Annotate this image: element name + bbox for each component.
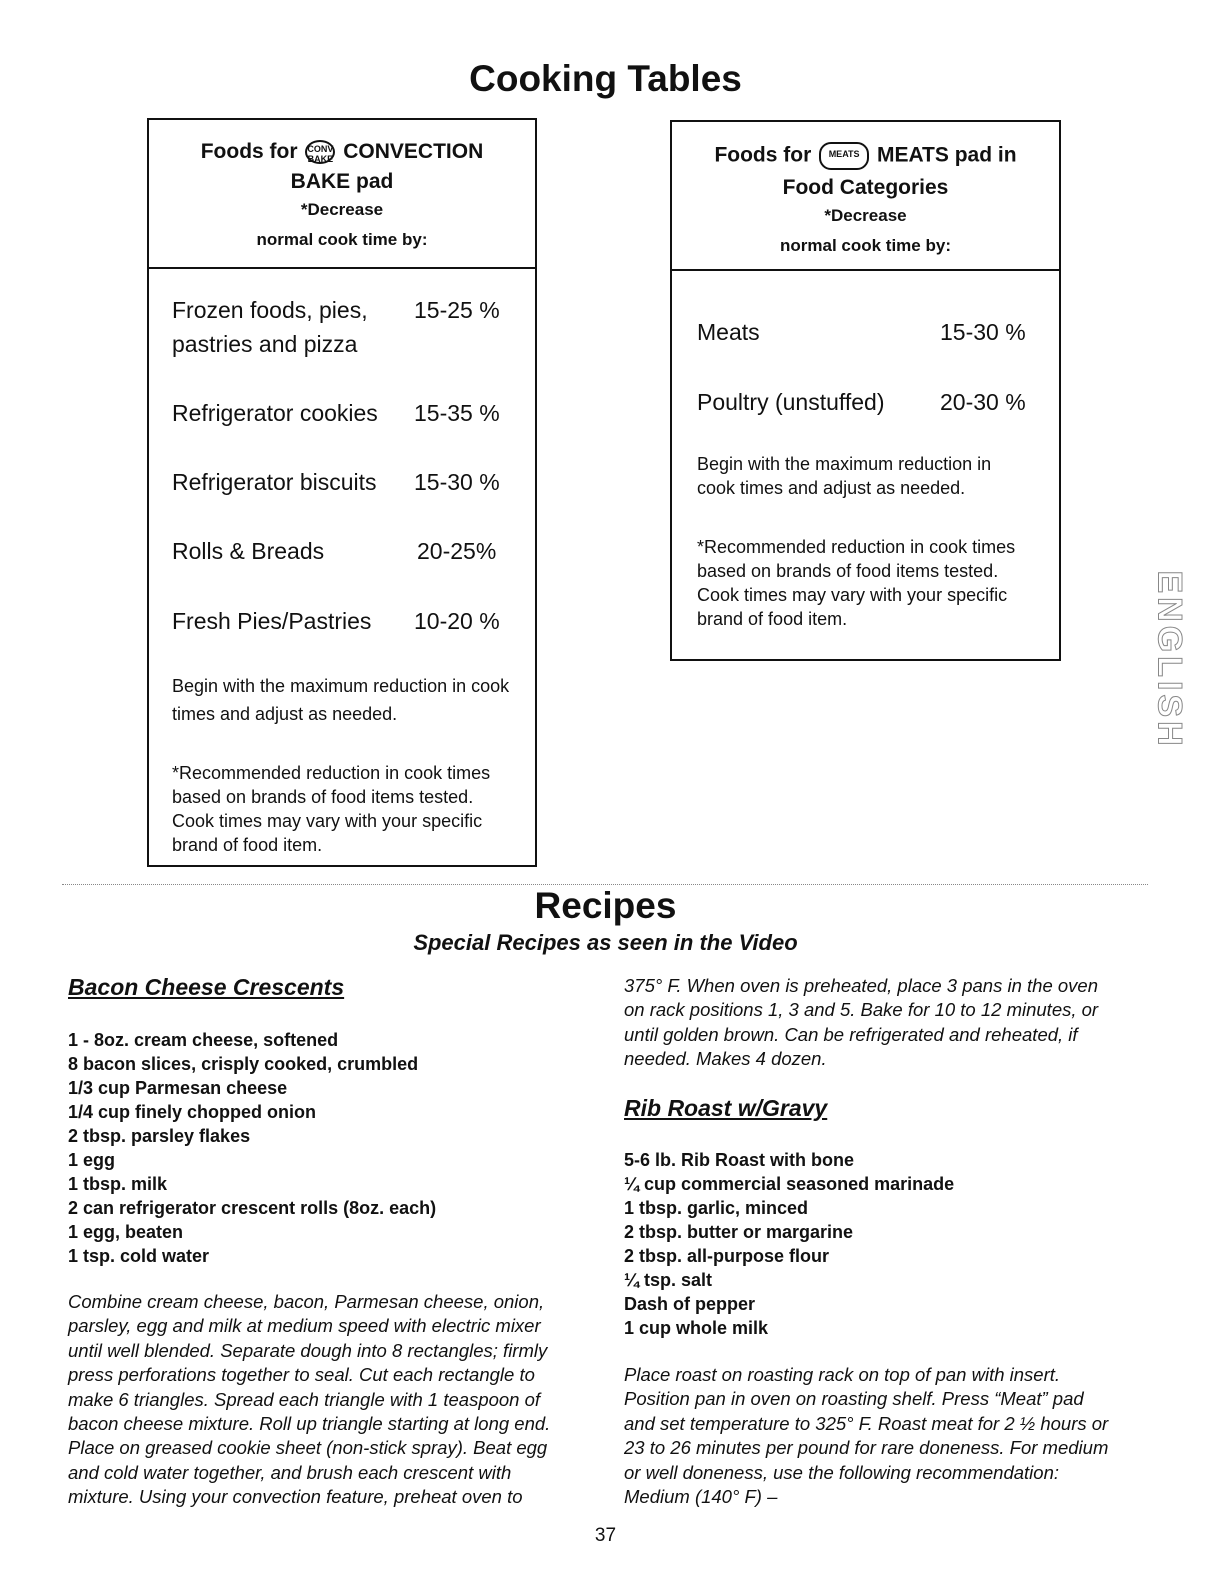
rib-instructions xyxy=(624,1363,1169,1509)
list-item: 1 cup whole milk xyxy=(624,1318,769,1338)
convection-note-recommended: *Recommended reduction in cook times based on brands of food items tested. Cook times may vary with your specific brand of food item. xyxy=(172,763,491,855)
conv-bake-pad-icon: CONV BAKE xyxy=(305,140,335,164)
bacon-instructions-continued xyxy=(624,974,1164,1072)
list-item: 1 tsp. cold water xyxy=(68,1246,210,1266)
meats-table xyxy=(670,120,1061,661)
meats-heading-line1 xyxy=(672,142,1059,170)
instruction-line: needed. Makes 4 dozen. xyxy=(624,1048,827,1070)
instruction-line: make 6 triangles. Spread each triangle with 1 teaspoon of xyxy=(68,1388,541,1410)
instruction-line: and cold water together, and brush each crescent with xyxy=(68,1461,512,1483)
convection-heading-line1 xyxy=(149,140,535,164)
convection-row: Refrigerator cookies 15-35 % xyxy=(172,400,500,426)
meats-note-max-reduction: Begin with the maximum reduction in cook times and adjust as needed. xyxy=(697,454,992,498)
convection-table xyxy=(147,118,537,867)
list-item: Dash of pepper xyxy=(624,1294,756,1314)
instruction-line: on rack positions 1, 3 and 5. Bake for 10 to 12 minutes, or xyxy=(624,999,1099,1021)
list-item: 1/3 cup Parmesan cheese xyxy=(68,1078,288,1098)
meats-pad-icon: MEATS xyxy=(819,142,869,170)
meats-row: Poultry (unstuffed) 20-30 % xyxy=(697,389,1026,415)
list-item: 1 tbsp. milk xyxy=(68,1174,168,1194)
list-item: ¼ cup commercial seasoned marinade xyxy=(624,1174,955,1194)
language-side-tab: ENGLISH xyxy=(1150,570,1189,750)
instruction-line: 23 to 26 minutes per pound for rare doneness. For medium xyxy=(624,1437,1109,1459)
convection-table-header xyxy=(149,120,535,269)
meats-pad-name: MEATS pad in xyxy=(876,143,1017,167)
list-item: 1 egg xyxy=(68,1150,116,1170)
list-item: 2 can refrigerator crescent rolls (8oz. each) xyxy=(68,1198,437,1218)
convection-pad-name: CONVECTION xyxy=(343,140,484,163)
normal-cook-time-label: normal cook time by: xyxy=(780,236,951,255)
bacon-instructions xyxy=(68,1290,588,1510)
list-item: 2 tbsp. all-purpose flour xyxy=(624,1246,830,1266)
list-item: ¼ tsp. salt xyxy=(624,1270,713,1290)
convection-row: Rolls & Breads 20-25% xyxy=(172,538,497,564)
instruction-line: until well blended. Separate dough into 8 rectangles; firmly xyxy=(68,1339,548,1361)
convection-row: Fresh Pies/Pastries 10-20 % xyxy=(172,608,500,634)
meats-note-recommended: *Recommended reduction in cook times based on brands of food items tested. Cook times may vary with your specific brand of food item. xyxy=(697,537,1016,629)
list-item: 8 bacon slices, crisply cooked, crumbled xyxy=(68,1054,419,1074)
foods-for-label: Foods for xyxy=(200,140,298,163)
list-item: 2 tbsp. parsley flakes xyxy=(68,1126,251,1146)
instruction-line: Medium (140° F) – xyxy=(624,1486,778,1508)
rib-recipe-title: Rib Roast w/Gravy xyxy=(624,1095,828,1121)
instruction-line: Combine cream cheese, bacon, Parmesan cheese, onion, xyxy=(68,1291,545,1312)
instruction-line: 375° F. When oven is preheated, place 3 pans in the oven xyxy=(624,975,1098,996)
bacon-ingredient-list xyxy=(68,1028,568,1268)
list-item: 1 egg, beaten xyxy=(68,1222,184,1242)
decrease-label: *Decrease xyxy=(824,206,907,225)
instruction-line: Place roast on roasting rack on top of pan with insert. xyxy=(624,1364,1061,1385)
page-title: Cooking Tables xyxy=(469,58,742,99)
bacon-recipe-title: Bacon Cheese Crescents xyxy=(68,974,345,1000)
instruction-line: parsley, egg and milk at medium speed with electric mixer xyxy=(68,1315,541,1337)
food-categories-label: Food Categories xyxy=(782,176,949,199)
instruction-line: or well doneness, use the following recommendation: xyxy=(624,1461,1059,1483)
list-item: 1 tbsp. garlic, minced xyxy=(624,1198,809,1218)
list-item: 1/4 cup finely chopped onion xyxy=(68,1102,317,1122)
convection-note-max-reduction: Begin with the maximum reduction in cook times and adjust as needed. xyxy=(172,676,510,724)
recipes-subtitle: Special Recipes as seen in the Video xyxy=(413,930,798,955)
instruction-line: press perforations together to seal. Cut each rectangle to xyxy=(68,1364,535,1386)
recipes-title: Recipes xyxy=(534,885,677,926)
instruction-line: mixture. Using your convection feature, preheat oven to xyxy=(68,1486,523,1508)
bake-pad-label: BAKE pad xyxy=(290,170,394,194)
instruction-line: until golden brown. Can be refrigerated and reheated, if xyxy=(624,1023,1078,1045)
list-item: 1 - 8oz. cream cheese, softened xyxy=(68,1030,339,1050)
normal-cook-time-label: normal cook time by: xyxy=(256,230,428,250)
convection-row: Frozen foods, pies, pastries and pizza 15-25 % xyxy=(172,297,500,357)
page-number: 37 xyxy=(594,1525,617,1546)
instruction-line: Place on greased cookie sheet (non-stick spray). Beat egg xyxy=(68,1437,548,1459)
instruction-line: Position pan in oven on roasting shelf. Press “Meat” pad xyxy=(624,1388,1084,1410)
list-item: 5-6 lb. Rib Roast with bone xyxy=(624,1150,855,1170)
meats-row: Meats 15-30 % xyxy=(697,319,1026,345)
rib-ingredient-list xyxy=(624,1148,1144,1340)
foods-for-label: Foods for xyxy=(714,143,812,167)
instruction-line: and set temperature to 325° F. Roast meat for 2 ½ hours or xyxy=(624,1412,1109,1434)
convection-row: Refrigerator biscuits 15-30 % xyxy=(172,469,500,495)
list-item: 2 tbsp. butter or margarine xyxy=(624,1222,854,1242)
decrease-label: *Decrease xyxy=(300,200,384,220)
meats-table-header xyxy=(672,122,1059,271)
instruction-line: bacon cheese mixture. Roll up triangle starting at long end. xyxy=(68,1413,551,1435)
